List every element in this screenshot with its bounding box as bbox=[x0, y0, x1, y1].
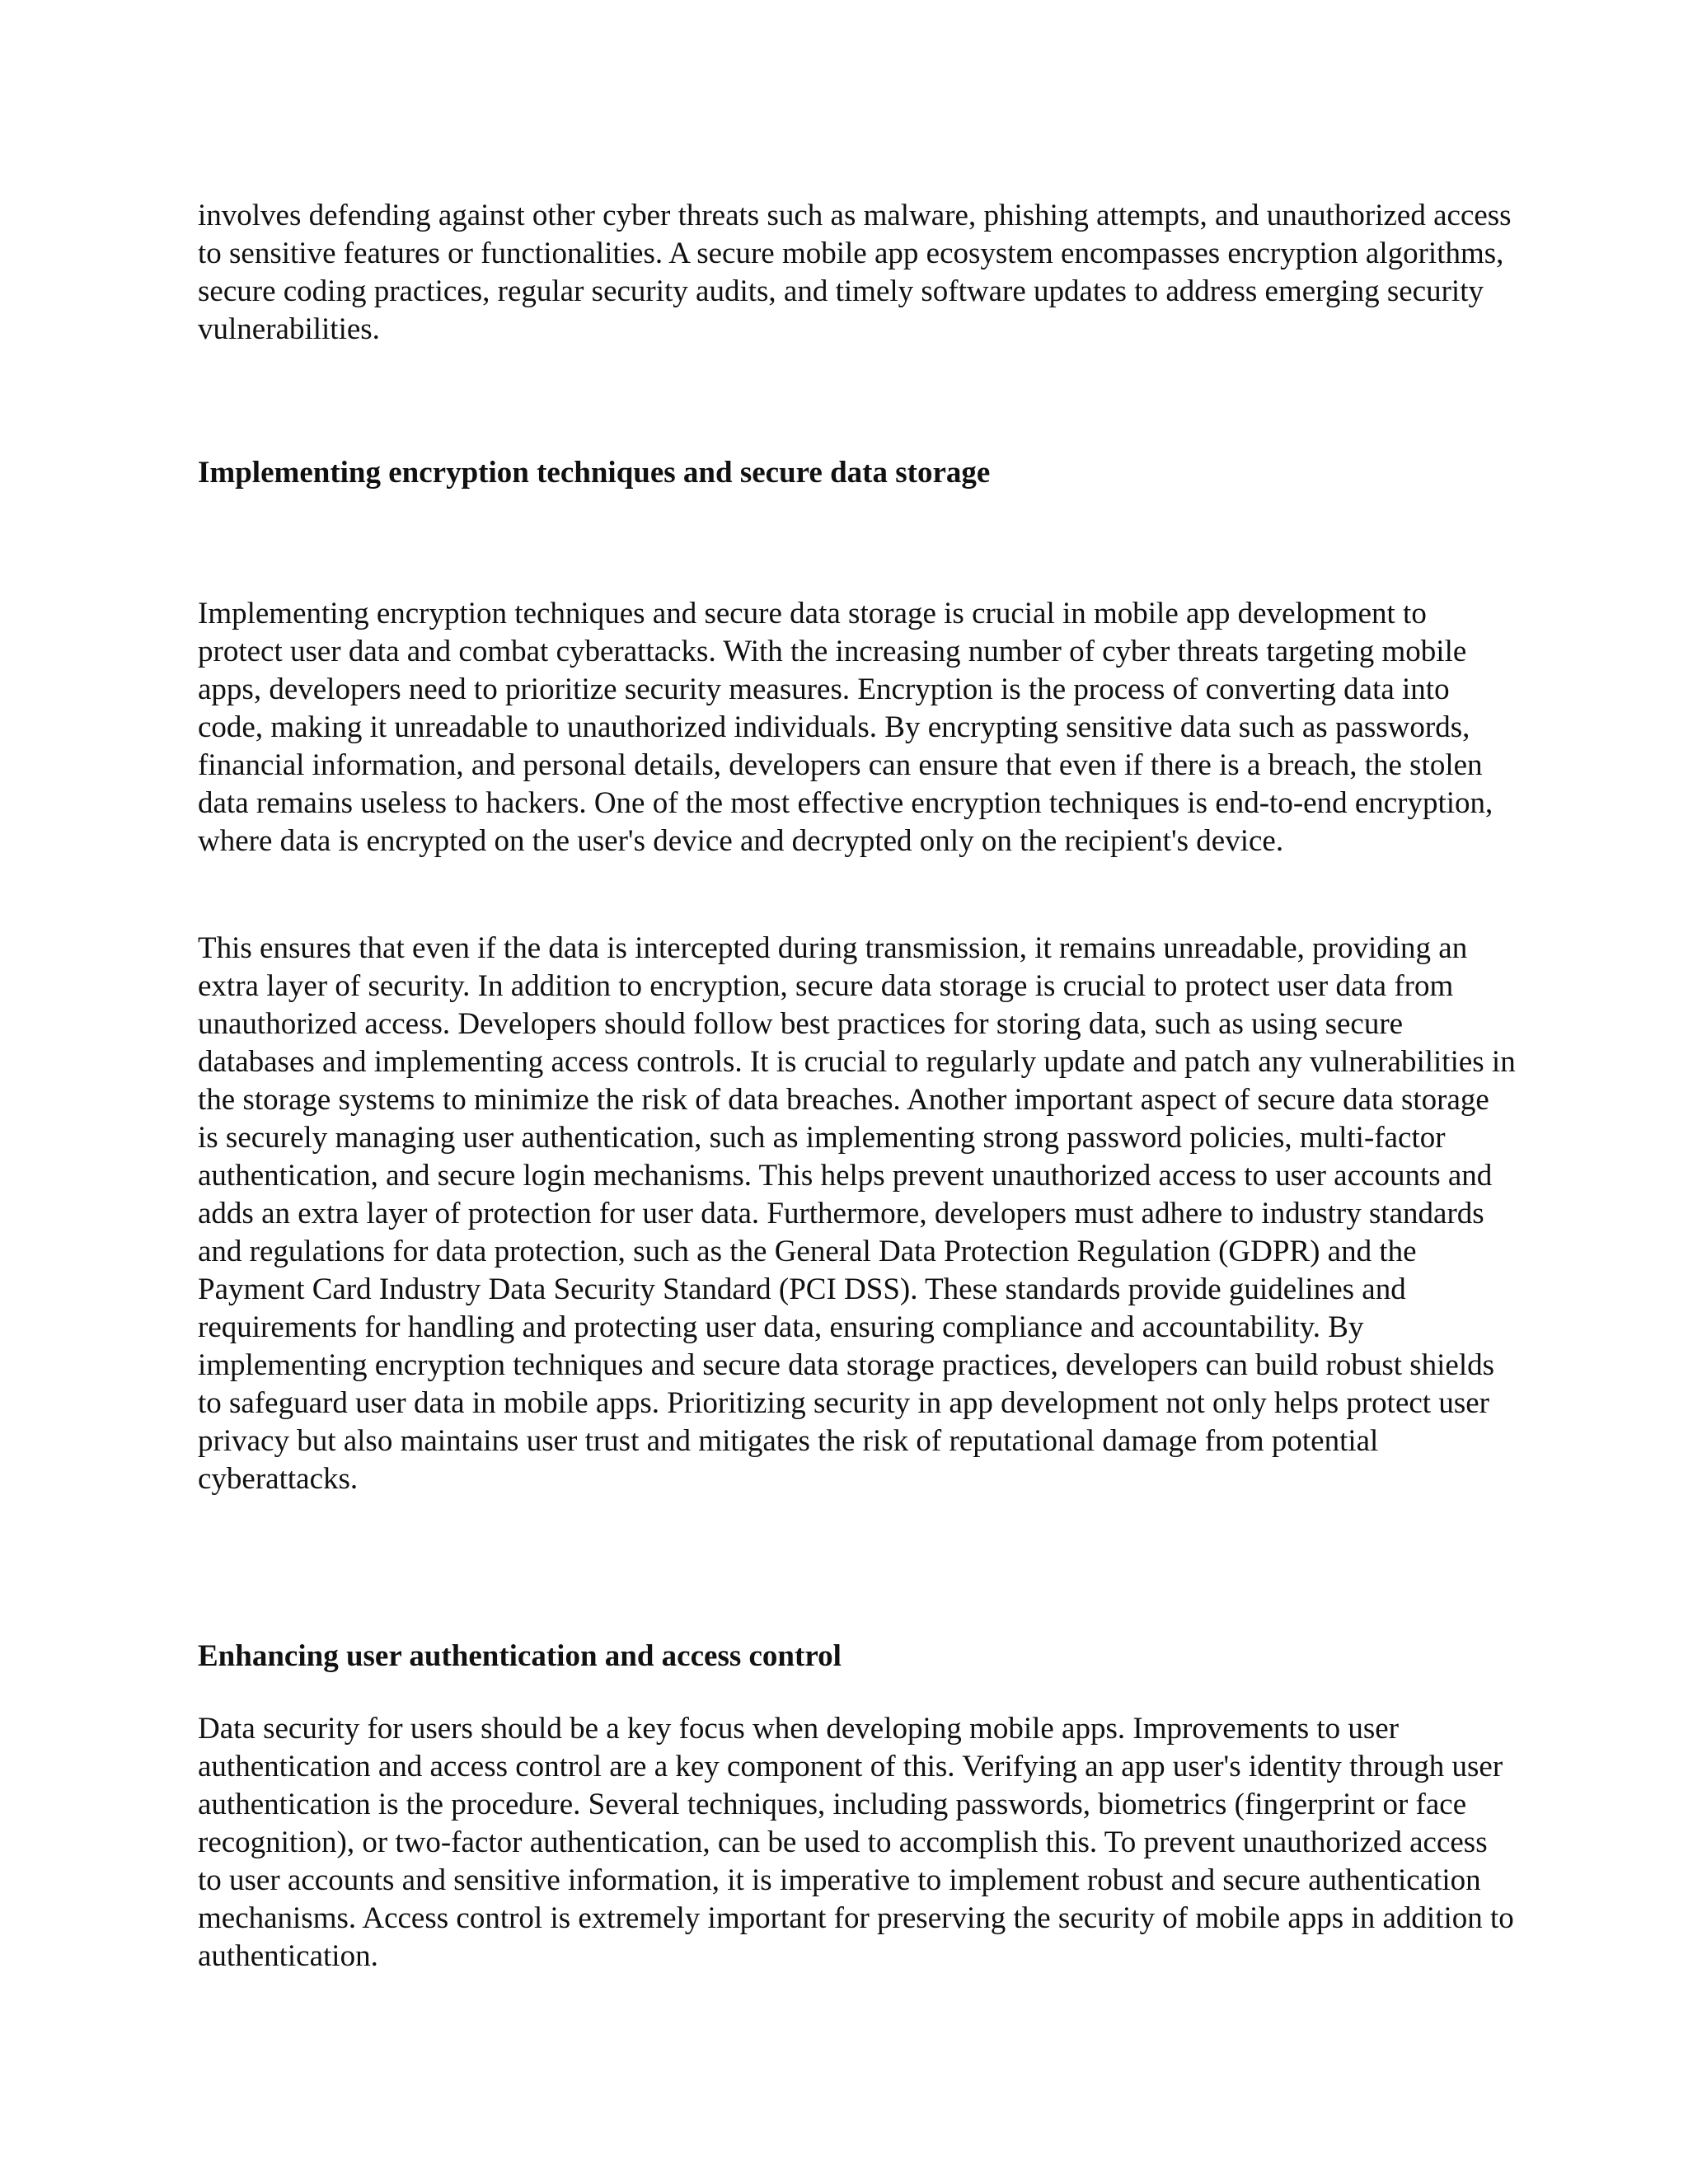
encryption-paragraph-1: Implementing encryption techniques and secure data storage is crucial in mobile app development to protect user data and combat cyberattacks. With the increasing number of cyber threats targeting mobile apps, developers need to prioritize security measures. Encryption is the process of converting data into code, making it unreadable to unauthorized individuals. By encrypting sensitive data such as passwords, financial information, and personal details, developers can ensure that even if there is a breach, the stolen data remains useless to hackers. One of the most effective encryption techniques is end-to-end encryption, where data is encrypted on the user's device and decrypted only on the recipient's device. bbox=[198, 597, 1493, 858]
section-heading-authentication: Enhancing user authentication and access control bbox=[198, 1639, 842, 1673]
authentication-paragraph-1: Data security for users should be a key focus when developing mobile apps. Improvements to user authentication and access control are a key component of this. Verifying an app user's identity through user authentication is the procedure. Several techniques, including passwords, biometrics (fingerprint or face recognition), or two-factor authentication, can be used to accomplish this. To prevent unauthorized access to user accounts and sensitive information, it is imperative to implement robust and secure authentication mechanisms. Access control is extremely important for preserving the security of mobile apps in addition to authentication. bbox=[198, 1712, 1514, 1973]
section-heading-encryption: Implementing encryption techniques and secure data storage bbox=[198, 456, 991, 490]
intro-paragraph: involves defending against other cyber threats such as malware, phishing attempts, and unauthorized access to sensitive features or functionalities. A secure mobile app ecosystem encompasses encryption algorithms, secure coding practices, regular security audits, and timely software updates to address emerging security vulnerabilities. bbox=[198, 199, 1512, 346]
encryption-paragraph-2: This ensures that even if the data is intercepted during transmission, it remains unreadable, providing an extra layer of security. In addition to encryption, secure data storage is crucial to protect user data from unauthorized access. Developers should follow best practices for storing data, such as using secure databases and implementing access controls. It is crucial to regularly update and patch any vulnerabilities in the storage systems to minimize the risk of data breaches. Another important aspect of secure data storage is securely managing user authentication, such as implementing strong password policies, multi-factor authentication, and secure login mechanisms. This helps prevent unauthorized access to user accounts and adds an extra layer of protection for user data. Furthermore, developers must adhere to industry standards and regulations for data protection, such as the General Data Protection Regulation (GDPR) and the Payment Card Industry Data Security Standard (PCI DSS). These standards provide guidelines and requirements for handling and protecting user data, ensuring compliance and accountability. By implementing encryption techniques and secure data storage practices, developers can build robust shields to safeguard user data in mobile apps. Prioritizing security in app development not only helps protect user privacy but also maintains user trust and mitigates the risk of reputational damage from potential cyberattacks. bbox=[198, 931, 1516, 1496]
